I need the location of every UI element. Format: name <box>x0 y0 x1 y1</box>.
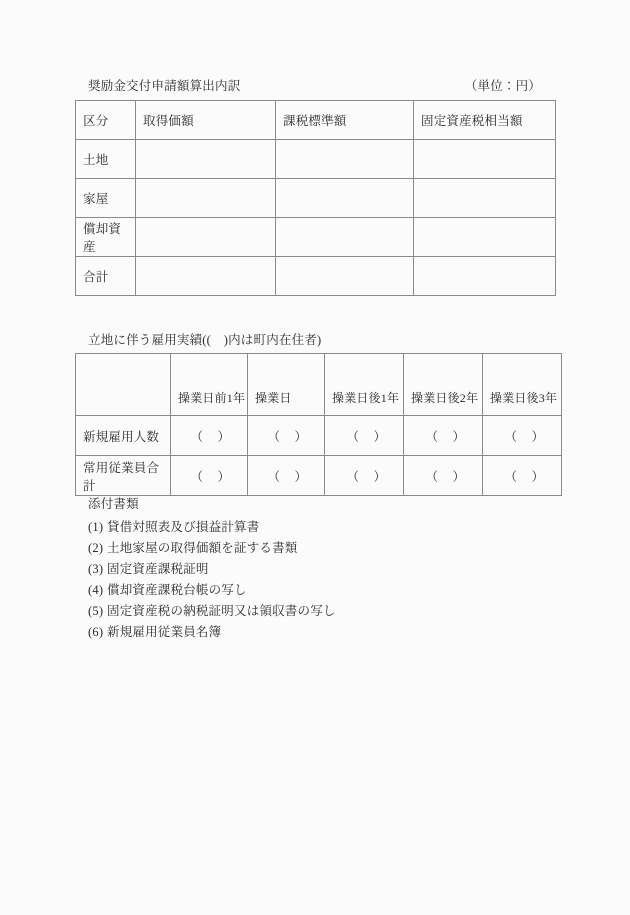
cell-building-tax-base[interactable] <box>276 179 414 218</box>
cell-land-acquisition[interactable] <box>136 140 276 179</box>
cell-new-hires-operation-date[interactable]: （ ） <box>248 416 325 456</box>
attachment-text: 土地家屋の取得価額を証する書類 <box>107 540 298 555</box>
row-label-depreciable-assets: 償却資産 <box>76 218 136 257</box>
cell-depreciable-tax-equivalent[interactable] <box>414 218 556 257</box>
attachments-list <box>75 517 555 643</box>
cell-new-hires-after-3[interactable]: （ ） <box>483 416 562 456</box>
breakdown-table <box>75 100 556 296</box>
attachment-text: 貸借対照表及び損益計算書 <box>107 519 260 534</box>
attachment-text: 新規雇用従業員名簿 <box>107 624 222 639</box>
list-item <box>75 517 555 538</box>
column-header-year-after-2: 操業日後2年 <box>404 354 483 416</box>
row-label-new-hires: 新規雇用人数 <box>76 416 171 456</box>
attachment-marker: (4) <box>88 582 104 597</box>
attachment-marker: (3) <box>88 561 104 576</box>
column-header-year-after-3: 操業日後3年 <box>483 354 562 416</box>
employment-table <box>75 353 562 496</box>
cell-land-tax-equivalent[interactable] <box>414 140 556 179</box>
table-row <box>76 456 562 496</box>
attachment-text: 固定資産税の納税証明又は領収書の写し <box>107 603 336 618</box>
list-item <box>75 538 555 559</box>
cell-new-hires-before-1[interactable]: （ ） <box>171 416 248 456</box>
attachments-heading: 添付書類 <box>88 497 139 511</box>
column-header-year-before-1: 操業日前1年 <box>171 354 248 416</box>
cell-new-hires-after-2[interactable]: （ ） <box>404 416 483 456</box>
attachment-marker: (5) <box>88 603 104 618</box>
column-header-kubun: 区分 <box>76 101 136 140</box>
attachment-text: 償却資産課税台帳の写し <box>107 582 247 597</box>
row-label-total: 合計 <box>76 257 136 296</box>
breakdown-unit-note: （単位：円） <box>464 79 541 93</box>
cell-total-tax-base[interactable] <box>276 257 414 296</box>
column-header-year-after-1: 操業日後1年 <box>325 354 404 416</box>
table-header-row <box>76 101 556 140</box>
table-row <box>76 140 556 179</box>
table-header-row <box>76 354 562 416</box>
row-label-total-regular-employees: 常用従業員合計 <box>76 456 171 496</box>
row-label-building: 家屋 <box>76 179 136 218</box>
attachment-marker: (2) <box>88 540 104 555</box>
employment-section-title: 立地に伴う雇用実績(( )内は町内在住者) <box>88 333 322 347</box>
list-item <box>75 580 555 601</box>
breakdown-section-title: 奨励金交付申請額算出内訳 <box>88 79 241 93</box>
column-header-operation-date: 操業日 <box>248 354 325 416</box>
breakdown-title-row <box>75 80 555 93</box>
cell-depreciable-tax-base[interactable] <box>276 218 414 257</box>
cell-total-employees-after-1[interactable]: （ ） <box>325 456 404 496</box>
cell-building-tax-equivalent[interactable] <box>414 179 556 218</box>
cell-new-hires-after-1[interactable]: （ ） <box>325 416 404 456</box>
list-item <box>75 559 555 580</box>
column-header-tax-base: 課税標準額 <box>276 101 414 140</box>
attachment-marker: (1) <box>88 519 104 534</box>
cell-total-employees-before-1[interactable]: （ ） <box>171 456 248 496</box>
employment-title-row <box>75 334 555 347</box>
cell-total-tax-equivalent[interactable] <box>414 257 556 296</box>
column-header-tax-equivalent: 固定資産税相当額 <box>414 101 556 140</box>
table-row <box>76 218 556 257</box>
table-row <box>76 257 556 296</box>
list-item <box>75 601 555 622</box>
cell-total-employees-operation-date[interactable]: （ ） <box>248 456 325 496</box>
cell-total-acquisition[interactable] <box>136 257 276 296</box>
cell-building-acquisition[interactable] <box>136 179 276 218</box>
attachments-section <box>75 498 555 643</box>
column-header-acquisition: 取得価額 <box>136 101 276 140</box>
row-label-land: 土地 <box>76 140 136 179</box>
cell-total-employees-after-2[interactable]: （ ） <box>404 456 483 496</box>
cell-land-tax-base[interactable] <box>276 140 414 179</box>
attachment-marker: (6) <box>88 624 104 639</box>
attachment-text: 固定資産課税証明 <box>107 561 209 576</box>
cell-total-employees-after-3[interactable]: （ ） <box>483 456 562 496</box>
cell-depreciable-acquisition[interactable] <box>136 218 276 257</box>
column-header-corner <box>76 354 171 416</box>
table-row <box>76 416 562 456</box>
table-row <box>76 179 556 218</box>
list-item <box>75 622 555 643</box>
